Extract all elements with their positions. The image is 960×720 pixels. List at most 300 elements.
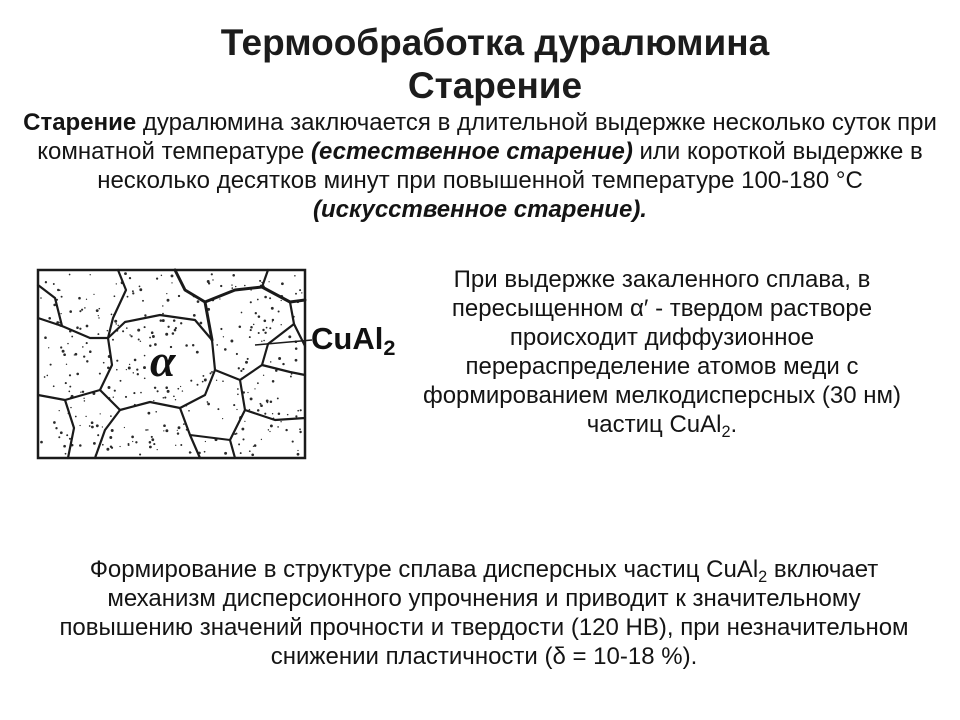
precipitate-dot [129, 277, 131, 279]
precipitate-dot [140, 341, 141, 342]
precipitate-dot [271, 307, 274, 310]
precipitate-dot [257, 409, 260, 412]
precipitate-dot [174, 329, 177, 332]
precipitate-dot [139, 288, 142, 291]
precipitate-dot [288, 335, 291, 338]
precipitate-dot [243, 368, 244, 369]
conclusion-line-1-subscript: 2 [758, 567, 768, 586]
precipitate-dot [116, 360, 118, 362]
precipitate-dot [235, 286, 236, 287]
conclusion-line-1-end: включает [767, 556, 879, 583]
precipitate-dot [110, 445, 112, 447]
precipitate-dot [79, 444, 82, 447]
precipitate-dot [278, 310, 280, 312]
precipitate-dot [299, 289, 301, 291]
precipitate-dot [120, 380, 122, 382]
side-line-5: формированием мелкодисперсных (30 нм) [422, 382, 902, 409]
precipitate-dot [83, 398, 84, 399]
precipitate-dot [157, 390, 159, 392]
precipitate-dot [98, 315, 99, 316]
precipitate-dot [202, 381, 204, 383]
precipitate-dot [154, 387, 156, 389]
precipitate-dot [96, 309, 99, 312]
precipitate-dot [166, 293, 167, 294]
precipitate-dot [163, 430, 164, 431]
precipitate-dot [119, 446, 120, 447]
precipitate-dot [91, 421, 94, 424]
side-line-6 [412, 410, 912, 439]
precipitate-dot [292, 441, 294, 443]
precipitate-dot [130, 335, 132, 337]
precipitate-dot [151, 331, 154, 334]
precipitate-dot [144, 326, 146, 328]
precipitate-dot [162, 305, 163, 306]
precipitate-dot [61, 296, 63, 298]
precipitate-dot [272, 380, 275, 383]
precipitate-dot [137, 373, 139, 375]
precipitate-dot [66, 364, 67, 365]
precipitate-dot [91, 426, 94, 429]
alpha-phase-label: α [150, 335, 176, 386]
precipitate-dot [97, 333, 99, 335]
precipitate-dot [299, 431, 301, 433]
precipitate-dot [114, 295, 116, 297]
precipitate-dot [58, 436, 60, 438]
precipitate-dot [86, 342, 88, 344]
slide-title [30, 21, 960, 107]
precipitate-dot [80, 392, 81, 393]
precipitate-dot [163, 424, 166, 427]
conclusion-line-1-start: Формирование в структуре сплава дисперсных частиц CuAl [89, 556, 759, 583]
precipitate-dot [171, 282, 172, 283]
precipitate-dot [167, 390, 170, 393]
precipitate-dot [205, 378, 206, 379]
precipitate-dot [63, 445, 66, 448]
precipitate-dot [149, 446, 152, 449]
precipitate-dot [220, 328, 222, 330]
side-line-6-end: . [730, 411, 738, 438]
precipitate-dot [81, 309, 83, 311]
precipitate-dot [124, 427, 125, 428]
precipitate-dot [86, 360, 88, 362]
precipitate-dot [216, 344, 218, 346]
precipitate-dot [295, 293, 297, 295]
precipitate-dot [211, 371, 213, 373]
precipitate-dot [86, 325, 89, 328]
precipitate-dot [63, 353, 66, 356]
precipitate-dot [258, 332, 260, 334]
microstructure-figure [36, 266, 316, 462]
precipitate-dot [60, 313, 61, 314]
precipitate-dot [301, 292, 302, 293]
side-line-1: При выдержке закаленного сплава, в [453, 266, 871, 293]
precipitate-dot [297, 410, 299, 412]
precipitate-dot [297, 450, 298, 451]
precipitate-dot [97, 434, 99, 436]
precipitate-dot [263, 375, 264, 376]
precipitate-dot [110, 415, 112, 417]
side-line-6-subscript: 2 [721, 422, 731, 441]
precipitate-dot [281, 324, 282, 325]
precipitate-dot [280, 421, 281, 422]
precipitate-dot [241, 428, 244, 431]
precipitate-dot [40, 441, 43, 444]
precipitate-dot [247, 392, 248, 393]
precipitate-dot [71, 336, 73, 338]
precipitate-dot [76, 373, 79, 376]
cual2-particle-label [311, 321, 396, 361]
precipitate-dot [238, 367, 240, 369]
intro-line-4 [0, 195, 960, 224]
precipitate-dot [175, 445, 176, 446]
precipitate-dot [126, 327, 128, 329]
precipitate-dot [157, 449, 158, 450]
precipitate-dot [96, 424, 99, 427]
precipitate-dot [145, 429, 147, 431]
precipitate-dot [270, 361, 272, 363]
precipitate-dot [207, 403, 210, 406]
precipitate-dot [132, 441, 133, 442]
precipitate-dot [144, 377, 146, 379]
precipitate-dot [249, 450, 251, 452]
precipitate-dot [62, 350, 65, 353]
precipitate-dot [231, 284, 232, 285]
precipitate-dot [89, 350, 92, 353]
precipitate-dot [190, 380, 192, 382]
precipitate-dot [244, 285, 246, 287]
precipitate-dot [259, 280, 261, 282]
precipitate-dot [155, 411, 157, 413]
precipitate-dot [236, 409, 237, 410]
precipitate-dot [232, 274, 235, 277]
precipitate-dot [261, 439, 262, 440]
precipitate-dot [222, 418, 223, 419]
precipitate-dot [106, 448, 109, 451]
precipitate-dot [250, 329, 252, 331]
precipitate-dot [111, 314, 113, 316]
precipitate-dot [162, 319, 165, 322]
precipitate-dot [254, 444, 257, 447]
side-paragraph [412, 265, 912, 439]
conclusion-line-1 [8, 555, 960, 584]
precipitate-dot [212, 279, 213, 280]
precipitate-dot [131, 436, 134, 439]
title-line-1: Термообработка дуралюмина [220, 22, 770, 63]
precipitate-dot [173, 395, 175, 397]
precipitate-dot [192, 344, 194, 346]
precipitate-dot [161, 275, 162, 276]
precipitate-dot [151, 436, 153, 438]
precipitate-dot [48, 317, 51, 320]
precipitate-dot [251, 453, 254, 456]
precipitate-dot [254, 388, 255, 389]
precipitate-dot [250, 326, 253, 329]
precipitate-dot [156, 277, 158, 279]
precipitate-dot [113, 396, 114, 397]
precipitate-dot [78, 297, 81, 300]
precipitate-dot [79, 425, 80, 426]
precipitate-dot [204, 451, 206, 453]
precipitate-dot [70, 407, 71, 408]
precipitate-dot [177, 432, 179, 434]
precipitate-dot [114, 390, 116, 392]
precipitate-dot [260, 404, 263, 407]
precipitate-dot [151, 438, 154, 441]
precipitate-dot [143, 366, 146, 369]
precipitate-dot [66, 434, 68, 436]
precipitate-dot [138, 338, 140, 340]
precipitate-dot [177, 430, 178, 431]
intro-line-2 [0, 137, 960, 166]
precipitate-dot [82, 346, 84, 348]
precipitate-dot [60, 431, 63, 434]
precipitate-dot [102, 444, 104, 446]
precipitate-dot [237, 393, 239, 395]
precipitate-dot [147, 412, 150, 415]
precipitate-dot [269, 327, 271, 329]
term-aging: Старение [23, 109, 137, 136]
precipitate-dot [86, 299, 87, 300]
precipitate-dot [153, 443, 155, 445]
precipitate-dot [236, 353, 238, 355]
precipitate-dot [267, 402, 269, 404]
precipitate-dot [164, 397, 166, 399]
conclusion-line-4: снижении пластичности (δ = 10-18 %). [270, 643, 698, 670]
precipitate-dot [224, 452, 227, 455]
cual2-label-main: CuAl [311, 321, 384, 356]
precipitate-dot [190, 452, 191, 453]
conclusion-line-3: повышению значений прочности и твердости (120 НВ), при незначительном [59, 614, 909, 641]
precipitate-dot [295, 415, 297, 417]
precipitate-dot [135, 441, 137, 443]
precipitate-dot [239, 326, 242, 329]
precipitate-dot [132, 292, 134, 294]
precipitate-dot [98, 317, 99, 318]
conclusion-paragraph [8, 555, 960, 671]
precipitate-dot [153, 400, 154, 401]
precipitate-dot [242, 438, 244, 440]
precipitate-dot [69, 374, 71, 376]
precipitate-dot [270, 424, 273, 427]
precipitate-dot [69, 310, 72, 313]
intro-line-2-end: или короткой выдержке в [632, 138, 923, 165]
precipitate-dot [205, 441, 206, 442]
precipitate-dot [193, 314, 196, 317]
intro-line-3: несколько десятков минут при повышенной температуре 100-180 °С [97, 167, 863, 194]
precipitate-dot [83, 355, 85, 357]
precipitate-dot [149, 441, 152, 444]
precipitate-dot [132, 290, 134, 292]
precipitate-dot [231, 287, 233, 289]
precipitate-dot [277, 397, 279, 399]
side-line-6-start: частиц CuAl [586, 411, 722, 438]
precipitate-dot [68, 391, 70, 393]
precipitate-dot [84, 400, 86, 402]
precipitate-dot [133, 392, 135, 394]
precipitate-dot [210, 372, 212, 374]
precipitate-dot [207, 401, 209, 403]
precipitate-dot [115, 323, 117, 325]
precipitate-dot [137, 329, 140, 332]
precipitate-dot [173, 319, 176, 322]
precipitate-dot [129, 364, 130, 365]
precipitate-dot [299, 428, 301, 430]
precipitate-dot [79, 328, 81, 330]
precipitate-dot [162, 313, 164, 315]
precipitate-dot [93, 294, 94, 295]
precipitate-dot [128, 443, 130, 445]
precipitate-dot [295, 359, 298, 362]
precipitate-dot [140, 392, 142, 394]
precipitate-dot [196, 351, 199, 354]
precipitate-dot [85, 416, 86, 417]
precipitate-dot [180, 386, 181, 387]
precipitate-dot [59, 410, 60, 411]
precipitate-dot [114, 320, 117, 323]
precipitate-dot [175, 399, 176, 400]
precipitate-dot [253, 324, 255, 326]
precipitate-dot [44, 376, 46, 378]
precipitate-dot [100, 413, 101, 414]
term-artificial-aging: (искусственное старение). [313, 196, 647, 223]
precipitate-dot [240, 452, 242, 454]
precipitate-dot [47, 375, 49, 377]
precipitate-dot [93, 442, 96, 445]
conclusion-line-2: механизм дисперсионного упрочнения и приводит к значительному [107, 585, 861, 612]
precipitate-dot [53, 283, 55, 285]
precipitate-dot [295, 347, 298, 350]
precipitate-dot [122, 330, 124, 332]
precipitate-dot [175, 327, 177, 329]
precipitate-dot [249, 336, 251, 338]
precipitate-dot [244, 421, 245, 422]
precipitate-dot [185, 344, 188, 347]
precipitate-dot [167, 326, 169, 328]
precipitate-dot [178, 295, 180, 297]
precipitate-dot [264, 413, 266, 415]
precipitate-dot [163, 397, 165, 399]
precipitate-dot [48, 347, 49, 348]
precipitate-dot [45, 281, 47, 283]
precipitate-dot [281, 300, 282, 301]
precipitate-dot [217, 408, 219, 410]
precipitate-dot [99, 308, 101, 310]
precipitate-dot [147, 429, 149, 431]
precipitate-dot [285, 429, 287, 431]
precipitate-dot [268, 281, 269, 282]
side-line-4: перераспределение атомов меди с [465, 353, 859, 380]
precipitate-dot [103, 362, 105, 364]
precipitate-dot [241, 312, 243, 314]
precipitate-dot [116, 369, 118, 371]
precipitate-dot [220, 285, 222, 287]
precipitate-dot [117, 325, 119, 327]
precipitate-dot [79, 310, 81, 312]
precipitate-dot [84, 307, 86, 309]
precipitate-dot [182, 390, 183, 391]
precipitate-dot [269, 297, 271, 299]
precipitate-dot [108, 386, 111, 389]
precipitate-dot [238, 443, 240, 445]
precipitate-dot [127, 296, 129, 298]
precipitate-dot [200, 322, 203, 325]
precipitate-dot [126, 369, 127, 370]
precipitate-dot [44, 336, 47, 339]
precipitate-dot [257, 299, 259, 301]
precipitate-dot [128, 367, 131, 370]
precipitate-dot [290, 376, 292, 378]
title-line-2: Старение [407, 65, 583, 106]
precipitate-dot [287, 414, 289, 416]
precipitate-dot [207, 280, 210, 283]
precipitate-dot [202, 375, 204, 377]
precipitate-dot [160, 319, 163, 322]
precipitate-dot [216, 380, 217, 381]
precipitate-dot [219, 298, 220, 299]
precipitate-dot [171, 274, 174, 277]
precipitate-dot [53, 421, 56, 424]
precipitate-dot [300, 409, 302, 411]
precipitate-dot [233, 404, 235, 406]
precipitate-dot [165, 429, 168, 432]
precipitate-dot [258, 315, 261, 318]
side-line-2: пересыщенном α′ - твердом растворе [451, 295, 873, 322]
precipitate-dot [116, 283, 117, 284]
precipitate-dot [250, 301, 252, 303]
precipitate-dot [125, 396, 127, 398]
precipitate-dot [245, 361, 248, 364]
precipitate-dot [178, 426, 181, 429]
precipitate-dot [139, 453, 141, 455]
precipitate-dot [297, 453, 300, 456]
precipitate-dot [60, 346, 62, 348]
side-line-3: происходит диффузионное [509, 324, 815, 351]
precipitate-dot [263, 340, 265, 342]
precipitate-dot [250, 397, 253, 400]
precipitate-dot [294, 275, 296, 277]
precipitate-dot [197, 300, 200, 303]
precipitate-dot [188, 410, 190, 412]
precipitate-dot [74, 354, 75, 355]
precipitate-dot [144, 355, 146, 357]
precipitate-dot [69, 386, 71, 388]
precipitate-dot [82, 391, 84, 393]
precipitate-dot [263, 319, 266, 322]
precipitate-dot [124, 272, 127, 275]
precipitate-dot [112, 339, 114, 341]
precipitate-dot [177, 388, 179, 390]
precipitate-dot [139, 286, 141, 288]
precipitate-dot [183, 423, 185, 425]
precipitate-dot [237, 388, 239, 390]
precipitate-dot [278, 413, 281, 416]
precipitate-dot [144, 314, 146, 316]
precipitate-dot [180, 322, 182, 324]
precipitate-dot [253, 446, 254, 447]
precipitate-dot [142, 300, 144, 302]
precipitate-dot [40, 297, 42, 299]
precipitate-dot [197, 384, 199, 386]
precipitate-dot [167, 299, 170, 302]
precipitate-dot [257, 382, 259, 384]
precipitate-dot [272, 319, 274, 321]
precipitate-dot [269, 431, 270, 432]
precipitate-dot [272, 321, 273, 322]
precipitate-dot [261, 340, 262, 341]
precipitate-dot [272, 413, 273, 414]
precipitate-dot [133, 372, 134, 373]
precipitate-dot [165, 386, 168, 389]
